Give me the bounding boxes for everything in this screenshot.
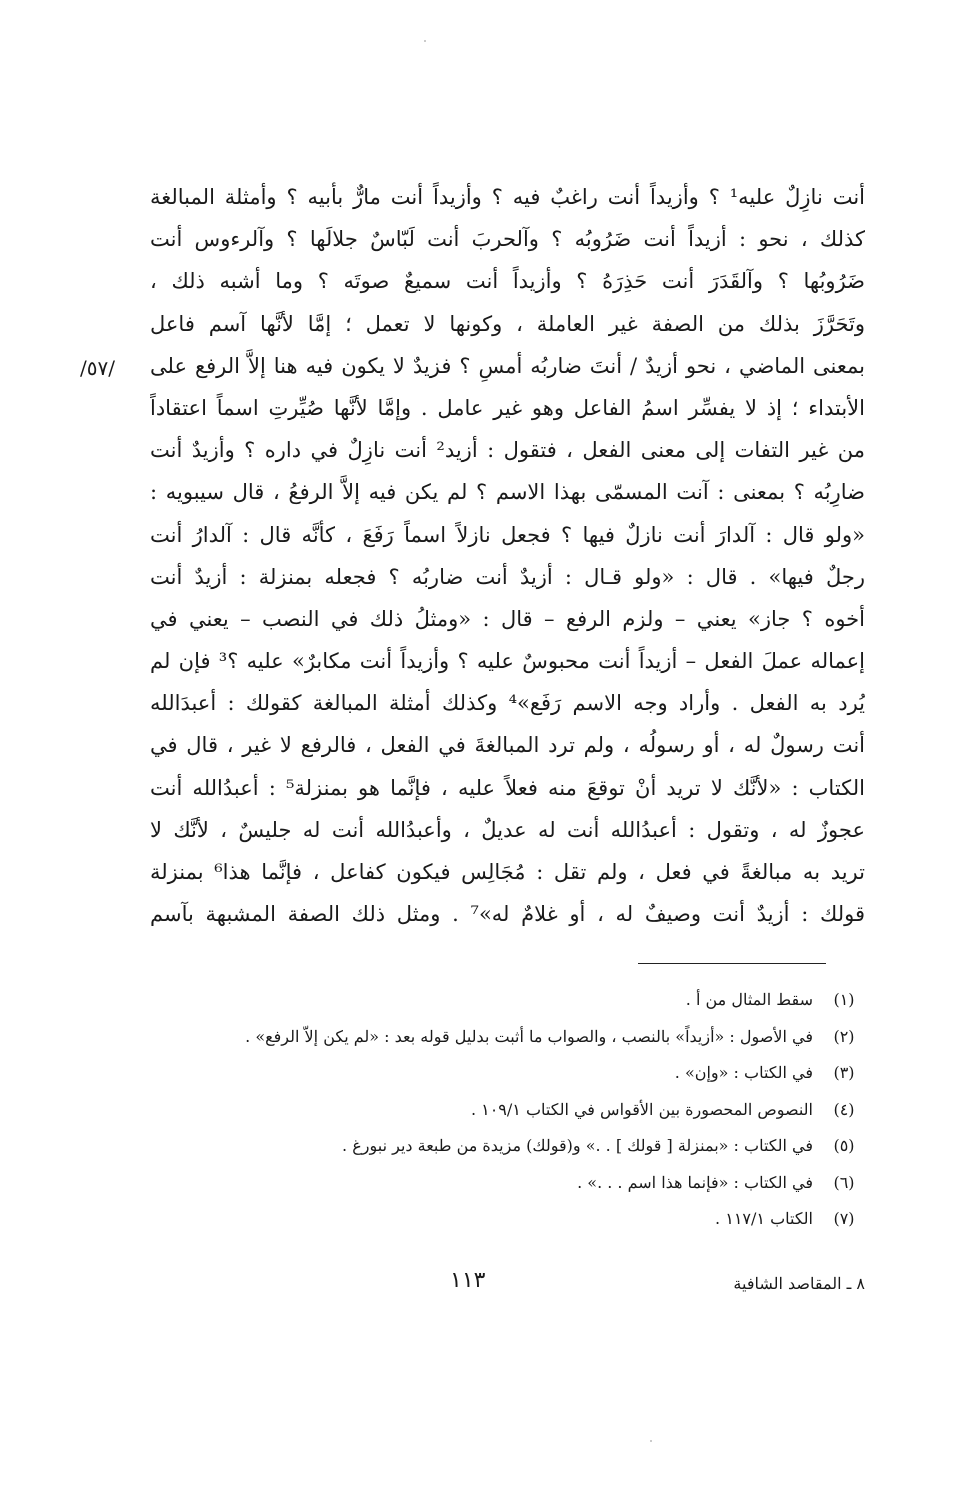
text-line: الأبتداء ؛ إذ لا يفسِّر اسمُ الفاعل وهو غير عامل . وإمَّا لأنَّها صُيِّرتِ اسماً اعتقاداً [150,395,865,420]
footnote-item [150,1055,865,1092]
text-line: تريد به مبالغةً في فعل ، ولم تقل : مُجَالِس فيكون كفاعل ، فإنَّما هذا⁶ بمنزلة [150,860,865,884]
text-line: من غير التفات إلى معنى الفعل ، فتقول : أزيد² أنت نازِلٌ في داره ؟ وأزيدٌ أنت [150,438,865,463]
book-title: ٨ ـ المقاصد الشافية [733,1274,865,1293]
page-footer [150,1266,865,1302]
text-line: رجلٌ فيها» . قال : «ولو قـال : أزيدٌ أنت ضاربُه ؟ فجعله بمنزلة : أزيدٌ أنت [150,564,865,589]
footnote-text: الكتاب ١١٧/١ . [715,1209,813,1228]
footnote-number: (٢) [833,1026,855,1046]
footnote-number: (٥) [833,1136,855,1155]
text-line: وتَحَرَّزَ بذلك من الصفة غير العاملة ، وكونها لا تعمل ؛ إمَّا لأنَّها آسم فاعل [150,311,865,336]
text-line: أنت نازِلٌ عليه¹ ؟ وأزيداً أنت راغبٌ فيه ؟ وأزيداً أنت مارٌّ بأبيه ؟ وأمثلة المبالغة [150,185,865,209]
text-line: الكتاب : «لأنَّك لا تريد أنْ توقعَ منه فعلاً عليه ، فإنَّما هو بمنزلة⁵ : أعبدُالله أنت [150,775,865,800]
scan-speck [650,1440,652,1442]
footnote-text: في الكتاب : «وإن» . [674,1063,813,1082]
text-line: ضَرُوبُها ؟ وآلقَدَرَ أنت حَذِرَهُ ؟ وأزيداً أنت سميعٌ صوتَه ؟ وما أشبه ذلك ، [150,269,865,294]
footnote-item [150,1201,865,1238]
text-line: أخوه ؟ جاز» يعني – ولزم الرفع – قال : «ومثلُ ذلك في النصب – يعني في [150,606,865,631]
text-line: يُرد به الفعل . وأراد وجه الاسم رَفَع»⁴ وكذلك أمثلة المبالغة كقولك : أعبدَالله [150,691,865,716]
footnote-text: سقط المثال من أ . [685,990,813,1009]
text-line: ضارِبُه ؟ بمعنى : آنت المسمّى بهذا الاسم ؟ لم يكن فيه إلاَّ الرفعُ ، قال سيبويه : [150,480,865,505]
footnote-text: في الأصول : «أزيداً» بالنصب ، والصواب ما أثبت بدليل قوله بعد : «لم يكن إلاّ الرفع» . [245,1026,813,1046]
footnote-number: (٦) [833,1172,855,1192]
text-line: «ولو قال : آلدارَ أنت نازلٌ فيها ؟ فجعل نازلاً اسماً رَفَعَ ، كأنَّه قال : آلدارُ أنت [150,522,865,547]
footnote-number: (٣) [833,1063,855,1082]
footnote-item [150,1092,865,1129]
page-number: ١١٣ [450,1268,486,1293]
footnote-item [150,1019,865,1056]
main-text [150,176,865,935]
footnote-item [150,982,865,1019]
text-line: بمعنى الماضي ، نحو أزيدٌ / أنتَ ضاربُه أمسِ ؟ فزيدٌ لا يكون فيه هنا إلاَّ الرفع على [150,353,865,378]
footnote-item [150,1165,865,1202]
footnote-text: النصوص المحصورة بين الأقواس في الكتاب ١٠٩/١ . [470,1099,813,1119]
footnote-number: (١) [833,990,855,1009]
text-line: إعماله عملَ الفعل – أزيداً أنت محبوسٌ عليه ؟ وأزيداً أنت مكابرٌ» عليه ؟³ فإن لم [150,649,865,674]
text-line: قولك : أزيدٌ أنت وصيفٌ له ، أو غلامٌ له»⁷ . ومثل ذلك الصفة المشبهة بآسم [150,902,865,927]
footnote-number: (٧) [833,1209,855,1228]
footnote-number: (٤) [833,1099,855,1119]
footnote-separator [638,963,826,964]
scan-speck [424,40,426,42]
footnote-item [150,1128,865,1165]
text-line: عجوزٌ له ، وتقول : أعبدُالله أنت له عديلٌ ، وأعبدُالله أنت له جليسٌ ، لأنَّك لا [150,817,865,842]
footnote-text: في الكتاب : «بمنزلة [ قولك ] . .» و(قولك) مزيدة من طبعة دير نبورغ . [342,1136,813,1155]
footnote-text: في الكتاب : «فإنما هذا اسم . . .» . [577,1172,813,1192]
text-line: كذلك ، نحو : أزيداً أنت ضَرُوبُه ؟ وآلحربَ أنت لَبّاسٌ جلالَها ؟ وآلرءوس أنت [150,227,865,252]
footnotes [150,982,865,1238]
text-line: أنت رسولٌ له ، أو رسولُه ، ولم ترد المبالغةَ في الفعل ، فالرفع لا غير ، قال في [150,733,865,758]
manuscript-folio-marker: /٥٧/ [80,356,115,380]
